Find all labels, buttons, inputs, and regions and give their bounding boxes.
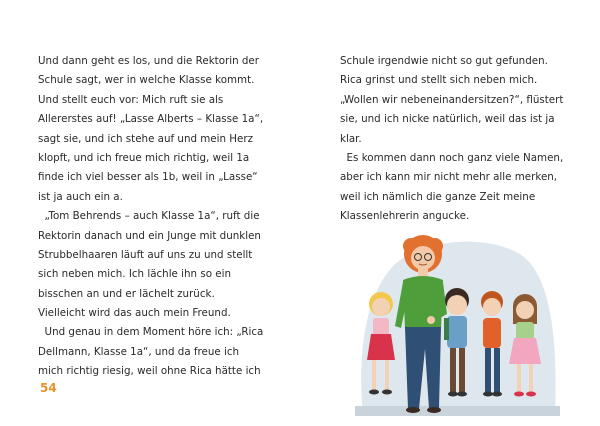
text-line: Und dann geht es los, und die Rektorin der — [38, 55, 259, 67]
text-line: Schule irgendwie nicht so gut gefunden. — [340, 55, 548, 67]
text-line: sich neben mich. Ich lächle ihn so ein — [38, 268, 232, 281]
text-line: „Tom Behrends – auch Klasse 1a“, ruft die — [38, 210, 260, 223]
text-line: ist ja auch ein a. — [38, 190, 123, 203]
text-line: Es kommen dann noch ganz viele Namen, — [340, 151, 564, 164]
text-line: Und stellt euch vor: Mich ruft sie als — [38, 93, 224, 106]
text-line: Und genau in dem Moment höre ich: „Rica — [38, 326, 264, 339]
teacher-and-children-illustration — [355, 234, 560, 416]
left-text-column — [38, 52, 300, 382]
text-line: Schule sagt, wer in welche Klasse kommt. — [38, 74, 255, 87]
text-line: klar. — [340, 132, 362, 145]
text-line: Allererstes auf! „Lasse Alberts – Klasse 1a“, — [38, 113, 264, 126]
page-number: 54 — [40, 381, 57, 395]
text-line: aber ich kann mir nicht mehr alle merken, — [340, 171, 558, 184]
text-line: Strubbelhaaren läuft auf uns zu und stellt — [38, 248, 253, 261]
text-line: Dellmann, Klasse 1a“, und da freue ich — [38, 345, 240, 358]
floor — [355, 406, 560, 416]
text-line: bisschen an und er lächelt zurück. — [38, 287, 215, 300]
text-line: Rektorin danach und ein Junge mit dunklen — [38, 229, 261, 242]
text-line: klopft, und ich freue mich richtig, weil 1a — [38, 151, 250, 164]
text-line: „Wollen wir nebeneinandersitzen?“, flüstert — [340, 93, 564, 106]
text-line: Rica grinst und stellt sich neben mich. — [340, 74, 538, 87]
text-line: Klassenlehrerin angucke. — [340, 210, 470, 223]
text-line: finde ich viel besser als 1b, weil in „Lasse“ — [38, 171, 258, 184]
text-line: Vielleicht wird das auch mein Freund. — [38, 307, 231, 320]
right-text-column — [340, 52, 580, 227]
text-line: weil ich nämlich die ganze Zeit meine — [340, 190, 536, 203]
text-line: mich richtig riesig, weil ohne Rica hätte ich — [38, 365, 261, 378]
text-line: sagt sie, und ich stehe auf und mein Herz — [38, 132, 254, 145]
text-line: sie, und ich nicke natürlich, weil das ist ja — [340, 113, 555, 126]
